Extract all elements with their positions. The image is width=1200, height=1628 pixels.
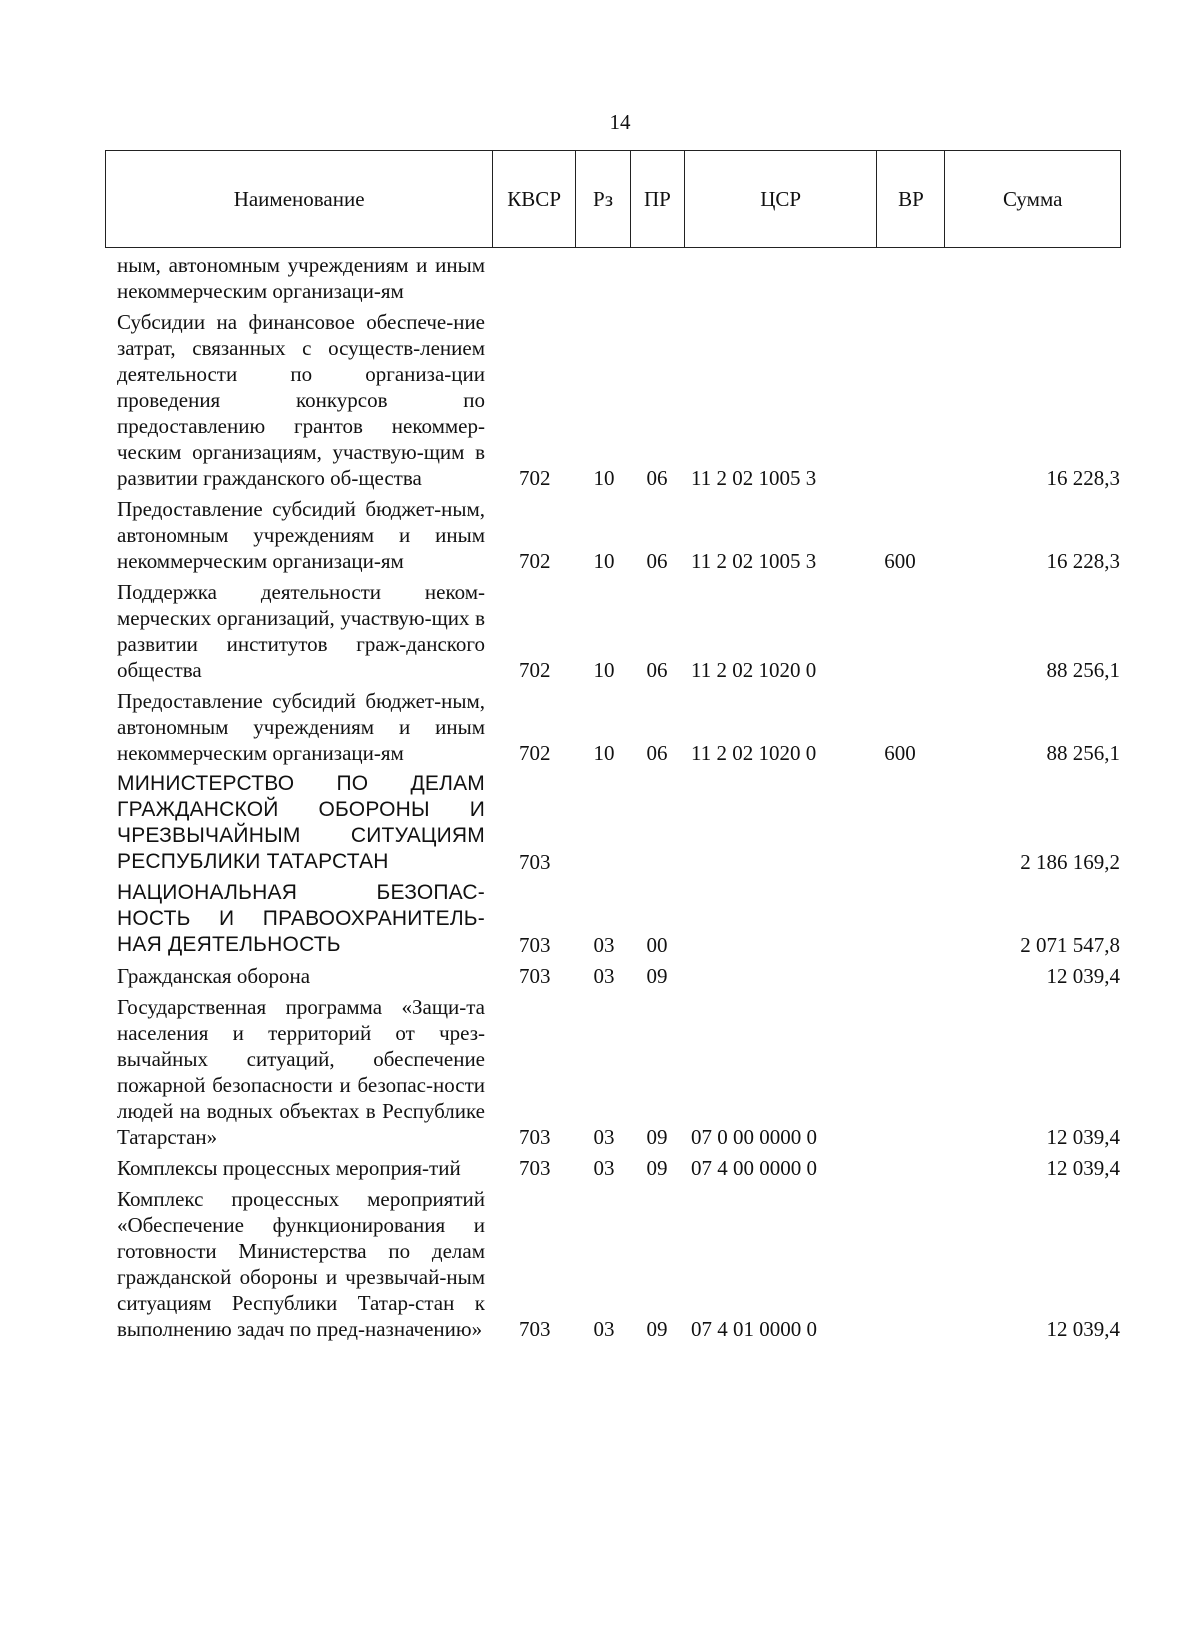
cell-name: Государственная программа «Защи-та населения и территорий от чрез-вычайных ситуаций, обеспечение пожарной безопасности и безопас-ности людей на водных объектах в Республике Татарстан» [117, 995, 485, 1149]
cell-sum: 88 256,1 [1046, 658, 1120, 682]
cell-csr: 11 2 02 1005 3 [691, 466, 817, 490]
cell-sum: 12 039,4 [1046, 1125, 1120, 1149]
header-pr: ПР [631, 151, 685, 247]
table-row [0, 771, 1200, 875]
cell-pr: 06 [646, 549, 668, 573]
cell-vr: 600 [884, 549, 916, 573]
cell-csr: 07 4 00 0000 0 [691, 1156, 817, 1180]
cell-rz: 10 [593, 741, 615, 765]
table-row [0, 1155, 1200, 1181]
cell-kvsr: 703 [519, 964, 551, 988]
cell-name: МИНИСТЕРСТВО ПО ДЕЛАМ ГРАЖДАНСКОЙ ОБОРОНЫ И ЧРЕЗВЫЧАЙНЫМ СИТУАЦИЯМ РЕСПУБЛИКИ ТАТАРСТАН [117, 772, 485, 873]
cell-csr: 11 2 02 1020 0 [691, 741, 817, 765]
cell-kvsr: 702 [519, 466, 551, 490]
cell-rz: 03 [593, 1125, 615, 1149]
cell-csr: 07 4 01 0000 0 [691, 1317, 817, 1341]
cell-pr: 00 [646, 933, 668, 957]
cell-sum: 16 228,3 [1046, 466, 1120, 490]
cell-rz: 03 [593, 1156, 615, 1180]
cell-name: Поддержка деятельности неком-мерческих организаций, участвую-щих в развитии институтов граж-данского общества [117, 580, 485, 682]
cell-vr: 600 [884, 741, 916, 765]
cell-name: Комплекс процессных мероприятий «Обеспечение функционирования и готовности Министерства по делам гражданской обороны и чрезвычай-ным ситуациям Республики Татар-стан к выполнению задач по пред-назначению» [117, 1187, 485, 1341]
header-vr: ВР [877, 151, 945, 247]
table-row [0, 994, 1200, 1150]
table-header [105, 150, 1121, 248]
cell-pr: 06 [646, 658, 668, 682]
cell-sum: 12 039,4 [1046, 1156, 1120, 1180]
cell-kvsr: 703 [519, 933, 551, 957]
cell-name: ным, автономным учреждениям и иным некоммерческим организаци-ям [117, 253, 485, 303]
cell-pr: 06 [646, 466, 668, 490]
table-row [0, 309, 1200, 491]
cell-kvsr: 702 [519, 549, 551, 573]
cell-name: Предоставление субсидий бюджет-ным, автономным учреждениям и иным некоммерческим организаци-ям [117, 689, 485, 765]
cell-pr: 09 [646, 1125, 668, 1149]
cell-sum: 2 186 169,2 [1020, 850, 1120, 874]
table-row [0, 880, 1200, 958]
cell-name: Комплексы процессных мероприя-тий [117, 1156, 461, 1180]
header-sum: Сумма [1002, 186, 1063, 211]
cell-kvsr: 703 [519, 850, 551, 874]
cell-sum: 12 039,4 [1046, 1317, 1120, 1341]
cell-sum: 2 071 547,8 [1020, 933, 1120, 957]
header-kvsr: КВСР [493, 151, 576, 247]
table-row [0, 963, 1200, 989]
cell-csr: 11 2 02 1005 3 [691, 549, 817, 573]
cell-sum: 12 039,4 [1046, 964, 1120, 988]
cell-rz: 10 [593, 549, 615, 573]
cell-kvsr: 703 [519, 1156, 551, 1180]
cell-kvsr: 702 [519, 741, 551, 765]
cell-kvsr: 703 [519, 1317, 551, 1341]
cell-pr: 09 [646, 1317, 668, 1341]
cell-rz: 10 [593, 658, 615, 682]
header-name: Наименование [106, 151, 493, 247]
cell-sum: 88 256,1 [1046, 741, 1120, 765]
cell-name: НАЦИОНАЛЬНАЯ БЕЗОПАС-НОСТЬ И ПРАВООХРАНИТЕЛЬ-НАЯ ДЕЯТЕЛЬНОСТЬ [117, 881, 485, 956]
cell-csr: 11 2 02 1020 0 [691, 658, 817, 682]
cell-rz: 03 [593, 1317, 615, 1341]
cell-pr: 06 [646, 741, 668, 765]
cell-kvsr: 703 [519, 1125, 551, 1149]
cell-kvsr: 702 [519, 658, 551, 682]
cell-name: Предоставление субсидий бюджет-ным, автономным учреждениям и иным некоммерческим организаци-ям [117, 497, 485, 573]
table-row [0, 252, 1200, 304]
cell-pr: 09 [646, 1156, 668, 1180]
table-body [0, 252, 1200, 1347]
page-number: 14 [609, 110, 631, 134]
table-row [0, 1186, 1200, 1342]
header-rz: Рз [576, 151, 631, 247]
cell-csr: 07 0 00 0000 0 [691, 1125, 817, 1149]
cell-sum: 16 228,3 [1046, 549, 1120, 573]
cell-rz: 10 [593, 466, 615, 490]
table-row [0, 496, 1200, 574]
table-row [0, 688, 1200, 766]
cell-pr: 09 [646, 964, 668, 988]
header-csr: ЦСР [685, 151, 878, 247]
cell-name: Субсидии на финансовое обеспече-ние затрат, связанных с осуществ-лением деятельности по организа-ции проведения конкурсов по предоставлению грантов некоммер-ческим организациям, участвую-щим в развитии гражданского об-щества [117, 310, 485, 490]
cell-rz: 03 [593, 933, 615, 957]
table-row [0, 579, 1200, 683]
cell-rz: 03 [593, 964, 615, 988]
cell-name: Гражданская оборона [117, 964, 311, 988]
